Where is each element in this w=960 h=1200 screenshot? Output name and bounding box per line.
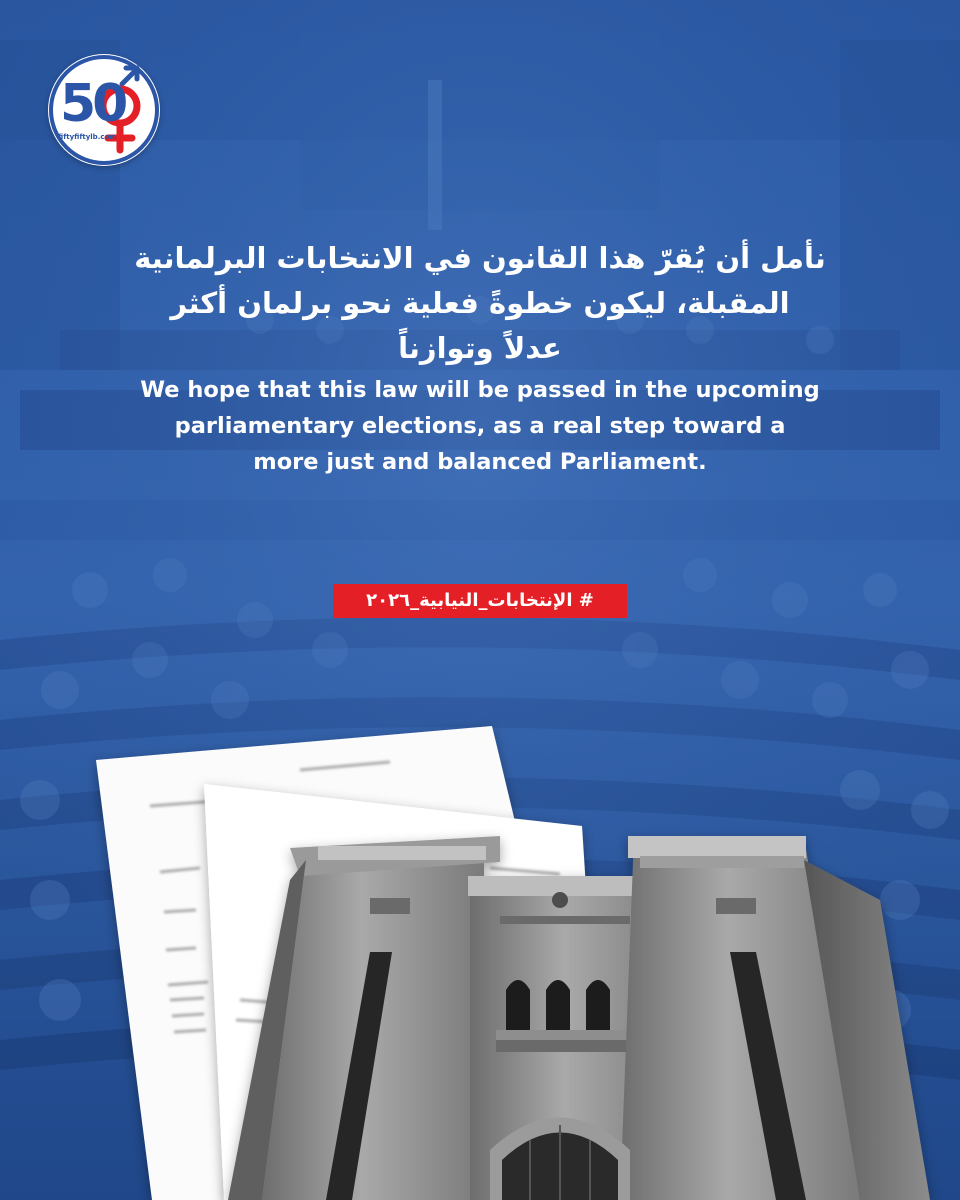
- english-line-1: We hope that this law will be passed in the upcoming: [140, 377, 820, 403]
- english-line-2: parliamentary elections, as a real step toward a: [174, 413, 786, 439]
- arabic-line-1: نأمل أن يُقرّ هذا القانون في الانتخابات البرلمانية: [134, 241, 826, 275]
- parliament-building: [228, 836, 930, 1200]
- arabic-line-3: عدلاً وتوازناً: [398, 331, 562, 365]
- arabic-line-2: المقبلة، ليكون خطوةً فعلية نحو برلمان أكثر: [170, 286, 790, 320]
- english-line-3: more just and balanced Parliament.: [253, 449, 707, 475]
- logo-number: 50: [60, 74, 125, 134]
- logo-url: fiftyfiftylb.com: [58, 133, 117, 141]
- hashtag-banner: # الإنتخابات_النيابية_٢٠٢٦: [333, 584, 627, 618]
